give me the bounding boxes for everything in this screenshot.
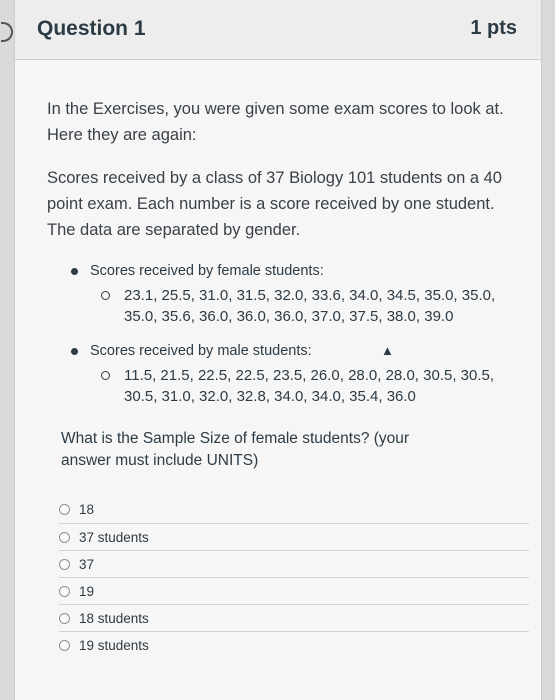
- radio-button[interactable]: [59, 613, 70, 624]
- bracket-icon: [1, 22, 13, 42]
- answer-list: [59, 496, 529, 658]
- female-label: Scores received by female students:: [90, 263, 324, 279]
- answer-option[interactable]: [59, 550, 529, 577]
- description-text: Scores received by a class of 37 Biology 101 students on a 40 point exam. Each number is a score received by one student. The data are separated by gender.: [47, 169, 502, 239]
- male-label: Scores received by male students:: [90, 343, 312, 359]
- question-header: [15, 0, 541, 60]
- female-scores: 23.1, 25.5, 31.0, 31.5, 32.0, 33.6, 34.0, 34.5, 35.0, 35.0, 35.0, 35.6, 36.0, 36.0, 36.0, 37.0, 37.5, 38.0, 39.0: [124, 287, 496, 325]
- answer-label[interactable]: 37 students: [79, 529, 149, 545]
- question-points: 1 pts: [470, 17, 517, 39]
- radio-button[interactable]: [59, 532, 70, 543]
- male-group: [65, 343, 525, 407]
- answer-label[interactable]: 18 students: [79, 610, 149, 626]
- answer-label[interactable]: 19: [79, 583, 95, 599]
- male-scores: 11.5, 21.5, 22.5, 22.5, 23.5, 26.0, 28.0, 28.0, 30.5, 30.5, 30.5, 31.0, 32.0, 32.8, 34.0, 34.0, 35.4, 36.0: [124, 367, 495, 405]
- answer-option[interactable]: [59, 496, 529, 523]
- sub-bullet-icon: [101, 291, 110, 300]
- answer-option[interactable]: [59, 577, 529, 604]
- bullet-icon: [71, 268, 78, 275]
- question-prompt: What is the Sample Size of female students? (your answer must include UNITS): [61, 430, 410, 469]
- answer-option[interactable]: [59, 604, 529, 631]
- intro-text: In the Exercises, you were given some exam scores to look at. Here they are again:: [47, 100, 504, 144]
- answer-option[interactable]: [59, 523, 529, 550]
- radio-button[interactable]: [59, 640, 70, 651]
- bullet-icon: [71, 348, 78, 355]
- answer-option[interactable]: [59, 631, 529, 658]
- mouse-cursor-icon: ▲: [381, 343, 394, 358]
- answer-label[interactable]: 37: [79, 556, 95, 572]
- answer-label[interactable]: 19 students: [79, 637, 149, 653]
- question-card: [14, 0, 542, 700]
- radio-button[interactable]: [59, 586, 70, 597]
- radio-button[interactable]: [59, 504, 70, 515]
- female-group: [65, 263, 525, 327]
- sub-bullet-icon: [101, 371, 110, 380]
- question-title: Question 1: [37, 17, 146, 40]
- answer-label[interactable]: 18: [79, 502, 95, 517]
- radio-button[interactable]: [59, 559, 70, 570]
